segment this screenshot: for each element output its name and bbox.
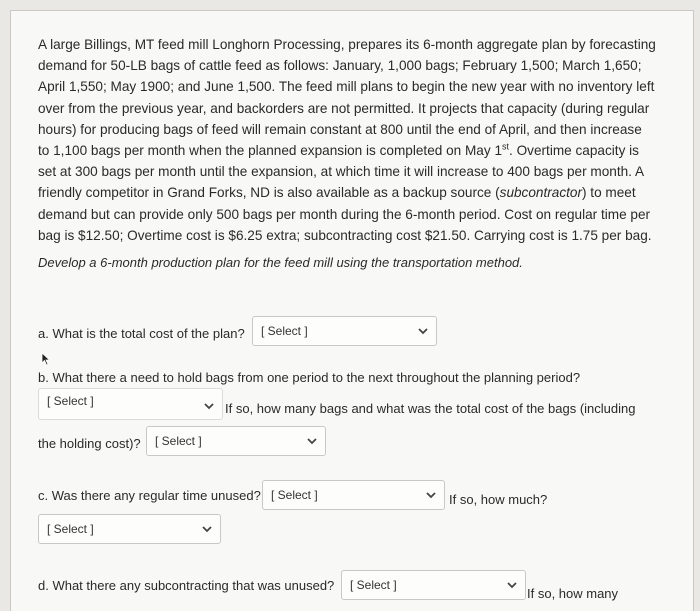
select-answer-c-1[interactable] (262, 480, 445, 510)
question-a: a. What is the total cost of the plan? (38, 326, 245, 341)
select-placeholder: [ Select ] (47, 394, 94, 408)
question-c-followup: If so, how much? (449, 492, 548, 507)
select-answer-a[interactable] (252, 316, 437, 346)
chevron-down-icon (506, 579, 518, 591)
select-placeholder: [ Select ] (47, 522, 94, 536)
chevron-down-icon (425, 489, 437, 501)
problem-line: to 1,100 bags per month when the planned expansion is completed on May 1st. Overtime capacity is (38, 141, 639, 159)
question-b: b. What there a need to hold bags from one period to the next throughout the planning period? (38, 370, 581, 385)
select-placeholder: [ Select ] (271, 488, 318, 502)
problem-line: set at 300 bags per month until the expansion, at which time it will increase to 400 bags per month. A (38, 164, 645, 180)
select-placeholder: [ Select ] (155, 434, 202, 448)
problem-line: demand for 50-LB bags of cattle feed as follows: January, 1,000 bags; February 1,500; March 1,650; (38, 58, 642, 74)
problem-line: April 1,550; May 1900; and June 1,500. The feed mill plans to begin the new year with no inventory left (38, 79, 655, 95)
problem-line: bag is $12.50; Overtime cost is $6.25 extra; subcontracting cost $21.50. Carrying cost is 1.75 per bag. (38, 227, 652, 243)
select-answer-b-2[interactable] (146, 426, 326, 456)
problem-statement (38, 34, 658, 246)
select-answer-c-2[interactable] (38, 514, 221, 544)
chevron-down-icon (306, 435, 318, 447)
chevron-down-icon (203, 400, 215, 412)
select-answer-b-1[interactable] (38, 388, 223, 420)
mouse-cursor-icon (41, 352, 51, 366)
select-placeholder: [ Select ] (261, 324, 308, 338)
instruction-text: Develop a 6-month production plan for the feed mill using the transportation method. (38, 255, 523, 270)
problem-line: hours) for producing bags of feed will remain constant at 800 until the end of April, and then increase (38, 121, 642, 137)
select-answer-d-1[interactable] (341, 570, 526, 600)
select-placeholder: [ Select ] (350, 578, 397, 592)
problem-line: A large Billings, MT feed mill Longhorn Processing, prepares its 6-month aggregate plan by forecasting (38, 37, 656, 52)
question-d: d. What there any subcontracting that was unused? (38, 578, 335, 593)
question-d-followup: If so, how many (527, 586, 619, 601)
question-b-followup: If so, how many bags and what was the total cost of the bags (including (225, 401, 636, 416)
problem-line: demand but can provide only 500 bags per month during the 6-month period. Cost on regular time per (38, 206, 651, 222)
question-c: c. Was there any regular time unused? (38, 488, 261, 503)
question-b-continued: the holding cost)? (38, 436, 141, 451)
chevron-down-icon (417, 325, 429, 337)
problem-line: over from the previous year, and backorders are not permitted. It projects that capacity (during regular (38, 100, 650, 116)
chevron-down-icon (201, 523, 213, 535)
problem-line: friendly competitor in Grand Forks, ND is also available as a backup source (subcontractor) to meet (38, 185, 636, 201)
